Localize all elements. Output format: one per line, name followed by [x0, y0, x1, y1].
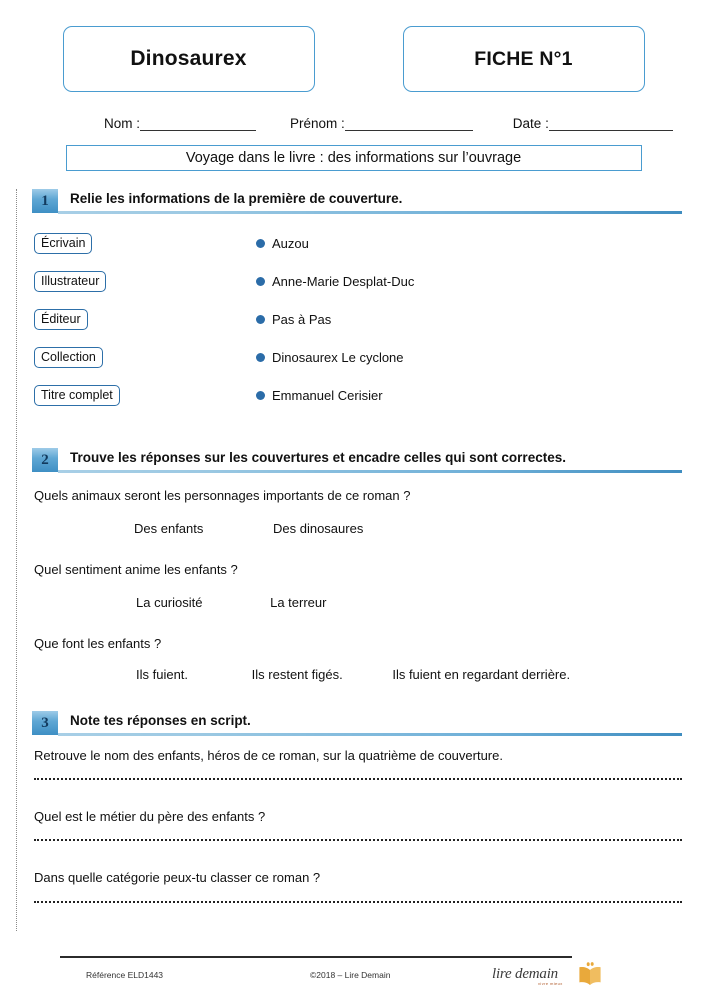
exercise-2-title: Trouve les réponses sur les couvertures et encadre celles qui sont correctes.: [70, 450, 566, 465]
sheet-number-label: FICHE N°1: [474, 47, 573, 70]
exercise-2-number: 2: [32, 448, 58, 472]
answer-label: Anne-Marie Desplat-Duc: [272, 274, 415, 289]
term-titre-complet[interactable]: Titre complet: [34, 385, 120, 406]
lesson-banner: [66, 145, 642, 171]
book-title: Dinosaurex: [130, 47, 247, 70]
publisher-logo-subtext: vivre mieux: [538, 981, 563, 986]
open-book-icon: [577, 962, 603, 991]
exercise-1-header: [32, 189, 682, 214]
answer-desplat-duc[interactable]: [256, 274, 414, 289]
header-title-row: [0, 0, 707, 92]
match-row: [34, 309, 654, 337]
book-title-box: [63, 26, 315, 92]
bullet-icon: [256, 277, 265, 286]
answer-pas-a-pas[interactable]: [256, 312, 331, 327]
exercise-3-question-2: Quel est le métier du père des enfants ?: [34, 809, 266, 824]
answer-auzou[interactable]: [256, 236, 309, 251]
answer-dinosaurex-le-cyclone[interactable]: [256, 350, 404, 365]
date-label: Date :: [512, 116, 549, 131]
exercise-3-number: 3: [32, 711, 58, 735]
firstname-field[interactable]: [290, 116, 473, 131]
identity-row: [0, 116, 707, 131]
answer-line-1[interactable]: [34, 778, 682, 780]
option-ils-fuient[interactable]: Ils fuient.: [136, 667, 189, 682]
exercise-2-header: [32, 448, 682, 473]
option-des-enfants[interactable]: Des enfants: [134, 521, 204, 536]
left-dotted-divider: [16, 189, 17, 931]
sheet-number-box: [403, 26, 645, 92]
firstname-input-line[interactable]: [345, 117, 473, 131]
option-ils-fuient-en-regardant-derriere[interactable]: Ils fuient en regardant derrière.: [392, 667, 571, 682]
publisher-logo: [492, 961, 612, 991]
name-field[interactable]: [104, 116, 256, 131]
bullet-icon: [256, 391, 265, 400]
exercise-1-rule: [58, 211, 682, 214]
exercise-2-options-1: [34, 521, 363, 536]
term-editeur[interactable]: Éditeur: [34, 309, 88, 330]
option-des-dinosaures[interactable]: Des dinosaures: [273, 521, 364, 536]
exercise-2-question-1: Quels animaux seront les personnages importants de ce roman ?: [34, 488, 411, 503]
firstname-label: Prénom :: [290, 116, 345, 131]
exercise-2-rule: [58, 470, 682, 473]
exercises-area: [0, 189, 707, 939]
exercise-1-number: 1: [32, 189, 58, 213]
footer-reference: Référence ELD1443: [86, 970, 164, 980]
answer-emmanuel-cerisier[interactable]: [256, 388, 383, 403]
answer-label: Auzou: [272, 236, 309, 251]
footer-divider: [60, 956, 572, 958]
term-ecrivain[interactable]: Écrivain: [34, 233, 92, 254]
match-row: [34, 271, 654, 299]
exercise-3-title: Note tes réponses en script.: [70, 713, 251, 728]
option-ils-restent-figes[interactable]: Ils restent figés.: [251, 667, 343, 682]
exercise-1-title: Relie les informations de la première de couverture.: [70, 191, 403, 206]
exercise-2-options-2: [34, 595, 326, 610]
exercise-3-header: [32, 711, 682, 736]
exercise-3-question-1: Retrouve le nom des enfants, héros de ce roman, sur la quatrième de couverture.: [34, 748, 503, 763]
term-illustrateur[interactable]: Illustrateur: [34, 271, 106, 292]
page-footer: [0, 956, 707, 1000]
option-la-curiosite[interactable]: La curiosité: [136, 595, 203, 610]
publisher-logo-text: lire demain: [492, 966, 558, 982]
exercise-3-question-3: Dans quelle catégorie peux-tu classer ce roman ?: [34, 870, 321, 885]
option-la-terreur[interactable]: La terreur: [270, 595, 327, 610]
exercise-2-question-2: Quel sentiment anime les enfants ?: [34, 562, 238, 577]
exercise-3-rule: [58, 733, 682, 736]
footer-copyright: ©2018 – Lire Demain: [310, 970, 391, 980]
name-input-line[interactable]: [140, 117, 256, 131]
bullet-icon: [256, 239, 265, 248]
answer-label: Pas à Pas: [272, 312, 332, 327]
bullet-icon: [256, 315, 265, 324]
match-row: [34, 233, 654, 261]
date-field[interactable]: [513, 116, 673, 131]
answer-label: Emmanuel Cerisier: [272, 388, 383, 403]
answer-label: Dinosaurex Le cyclone: [272, 350, 404, 365]
match-row: [34, 347, 654, 375]
name-label: Nom :: [104, 116, 141, 131]
bullet-icon: [256, 353, 265, 362]
exercise-2-options-3: [34, 667, 570, 682]
date-input-line[interactable]: [549, 117, 673, 131]
exercise-2-question-3: Que font les enfants ?: [34, 636, 162, 651]
lesson-banner-text: Voyage dans le livre : des informations sur l’ouvrage: [185, 150, 522, 166]
answer-line-3[interactable]: [34, 901, 682, 903]
answer-line-2[interactable]: [34, 839, 682, 841]
term-collection[interactable]: Collection: [34, 347, 103, 368]
match-row: [34, 385, 654, 413]
